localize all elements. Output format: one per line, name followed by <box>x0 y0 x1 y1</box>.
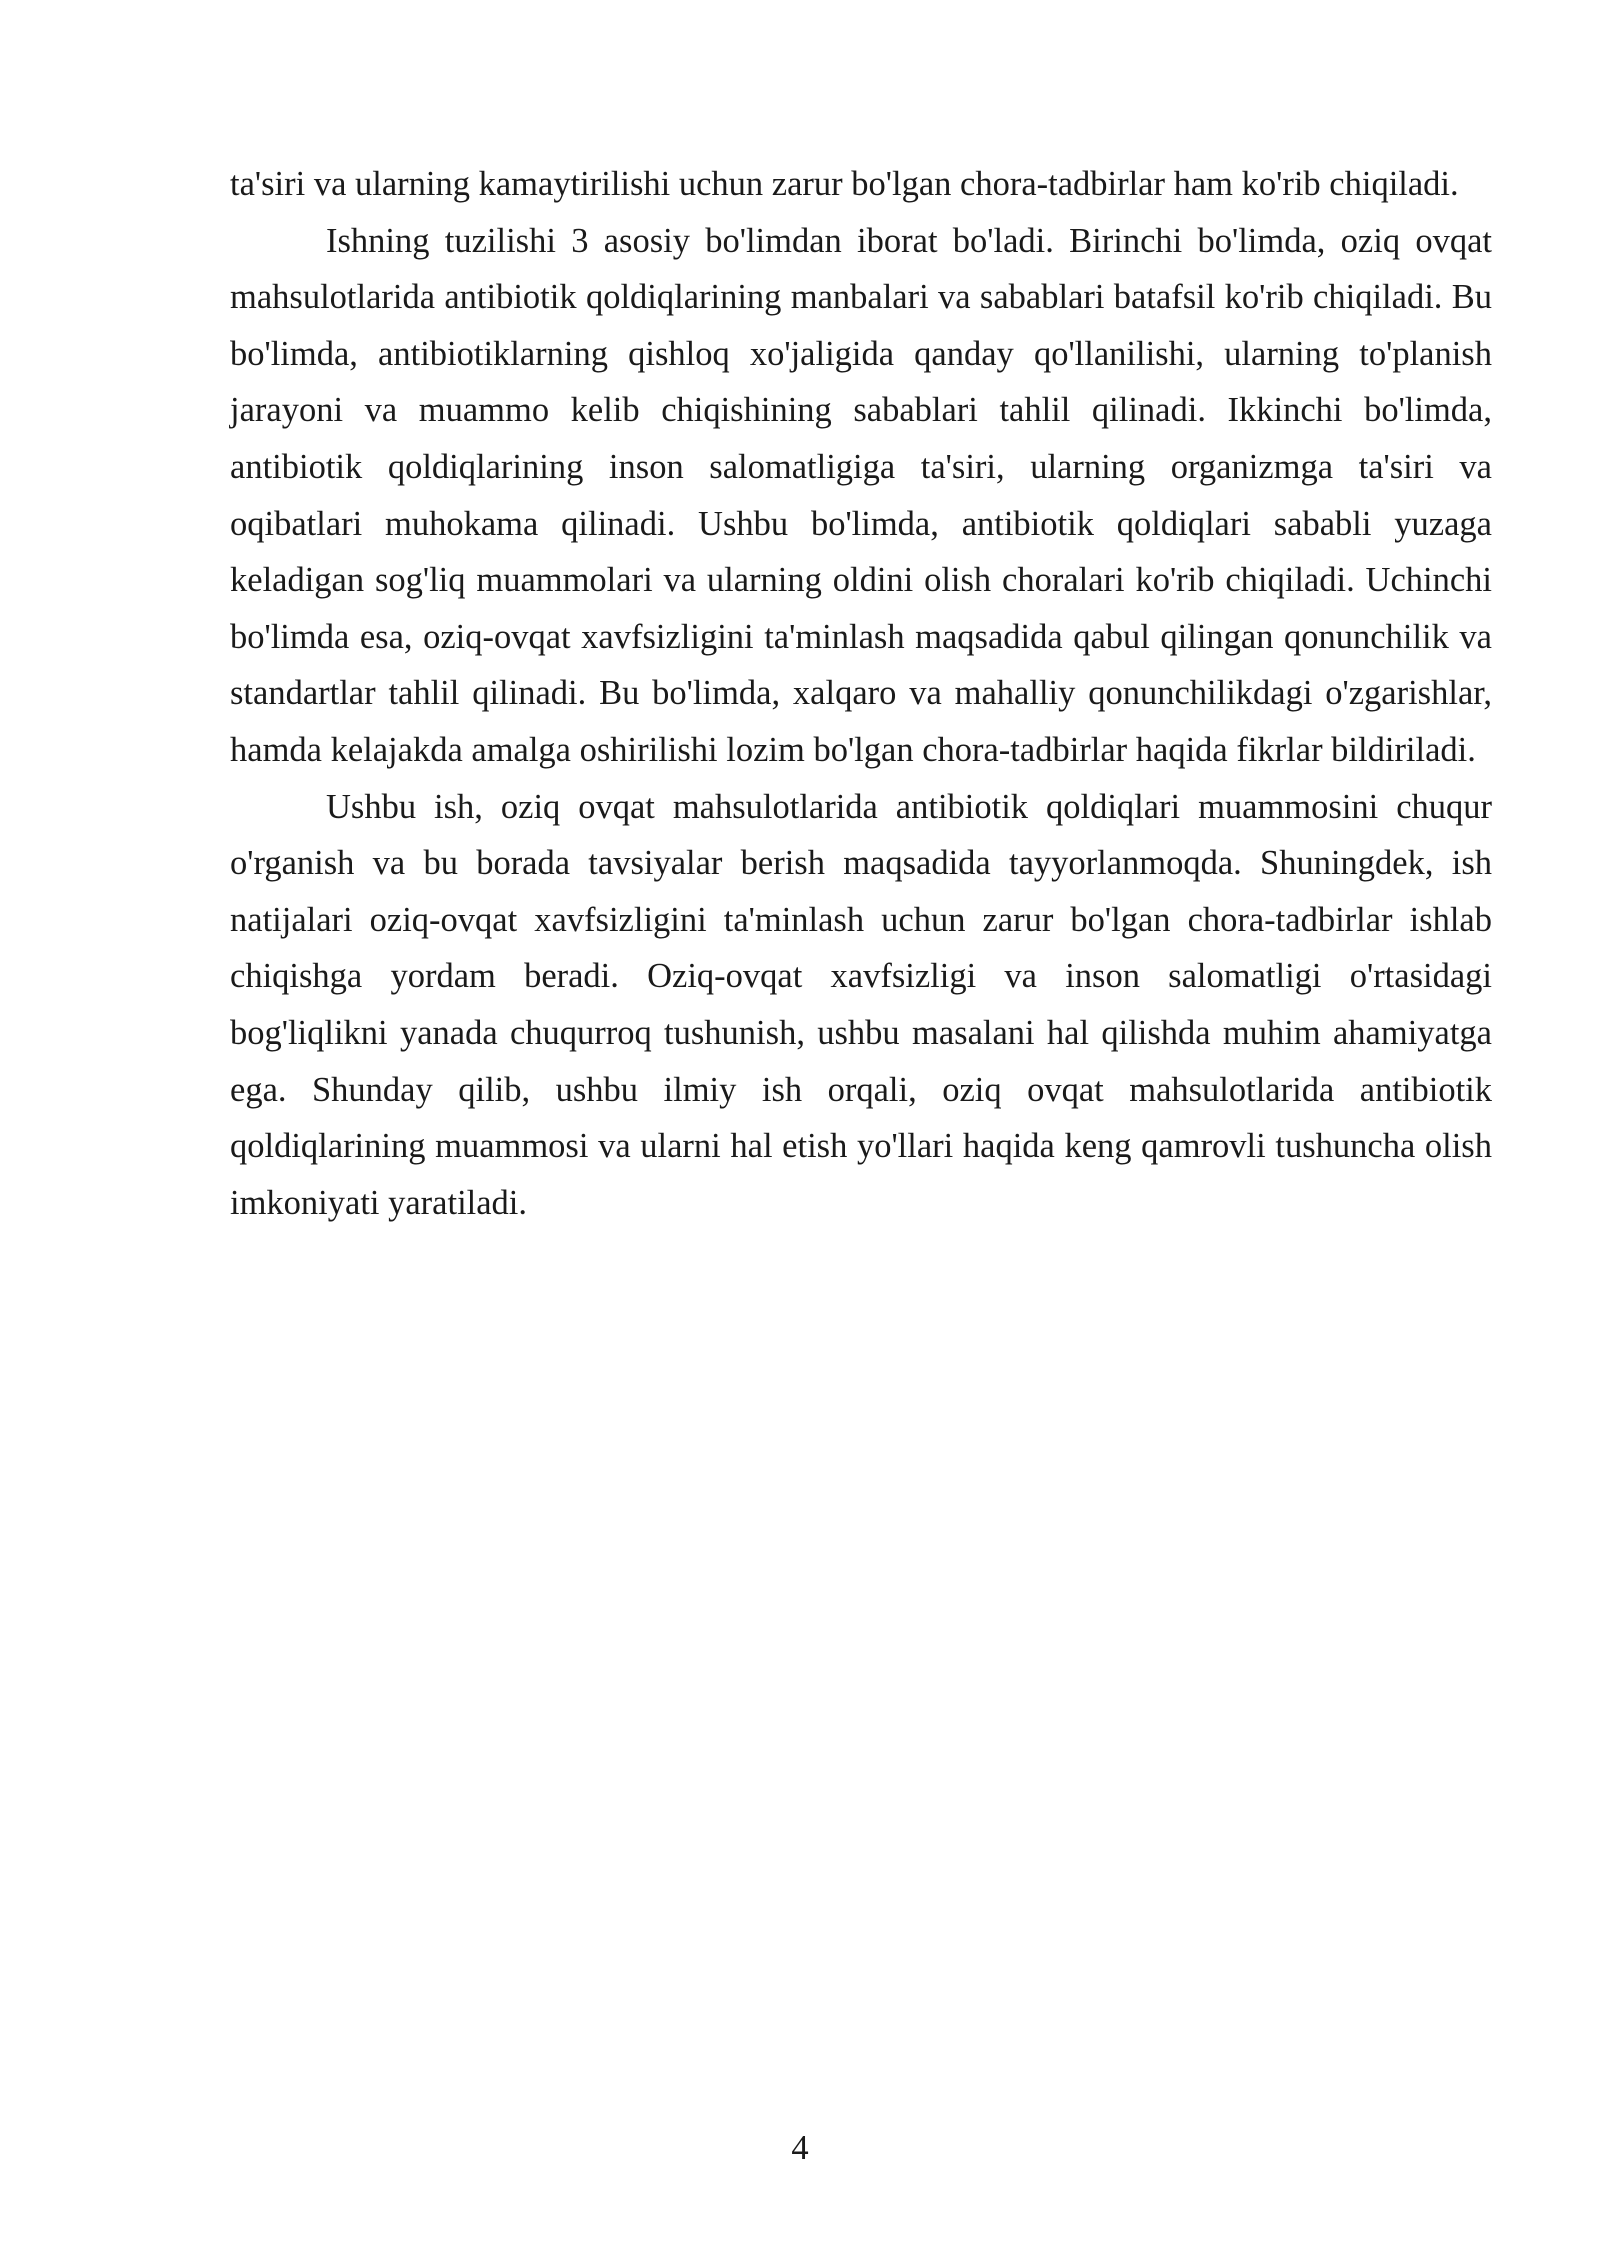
page-number: 4 <box>791 2129 809 2167</box>
document-body <box>230 156 1492 1231</box>
paragraph-structure: Ishning tuzilishi 3 asosiy bo'limdan iborat bo'ladi. Birinchi bo'limda, oziq ovqat mahsulotlarida antibiotik qoldiqlarining manbalari va sabablari batafsil ko'rib chiqiladi. Bu bo'limda, antibiotiklarning qishloq xo'jaligida qanday qo'llanilishi, ularning to'planish jarayoni va muammo kelib chiqishining sabablari tahlil qilinadi. Ikkinchi bo'limda, antibiotik qoldiqlarining inson salomatligiga ta'siri, ularning organizmga ta'siri va oqibatlari muhokama qilinadi. Ushbu bo'limda, antibiotik qoldiqlari sababli yuzaga keladigan sog'liq muammolari va ularning oldini olish choralari ko'rib chiqiladi. Uchinchi bo'limda esa, oziq-ovqat xavfsizligini ta'minlash maqsadida qabul qilingan qonunchilik va standartlar tahlil qilinadi. Bu bo'limda, xalqaro va mahalliy qonunchilikdagi o'zgarishlar, hamda kelajakda amalga oshirilishi lozim bo'lgan chora-tadbirlar haqida fikrlar bildiriladi. <box>230 221 1492 769</box>
paragraph-continuation: ta'siri va ularning kamaytirilishi uchun zarur bo'lgan chora-tadbirlar ham ko'rib chiqiladi. <box>230 165 1459 203</box>
paragraph-conclusion: Ushbu ish, oziq ovqat mahsulotlarida antibiotik qoldiqlari muammosini chuqur o'rganish va bu borada tavsiyalar berish maqsadida tayyorlanmoqda. Shuningdek, ish natijalari oziq-ovqat xavfsizligini ta'minlash uchun zarur bo'lgan chora-tadbirlar ishlab chiqishga yordam beradi. Oziq-ovqat xavfsizligi va inson salomatligi o'rtasidagi bog'liqlikni yanada chuqurroq tushunish, ushbu masalani hal qilishda muhim ahamiyatga ega. Shunday qilib, ushbu ilmiy ish orqali, oziq ovqat mahsulotlarida antibiotik qoldiqlarining muammosi va ularni hal etish yo'llari haqida keng qamrovli tushuncha olish imkoniyati yaratiladi. <box>230 787 1492 1222</box>
